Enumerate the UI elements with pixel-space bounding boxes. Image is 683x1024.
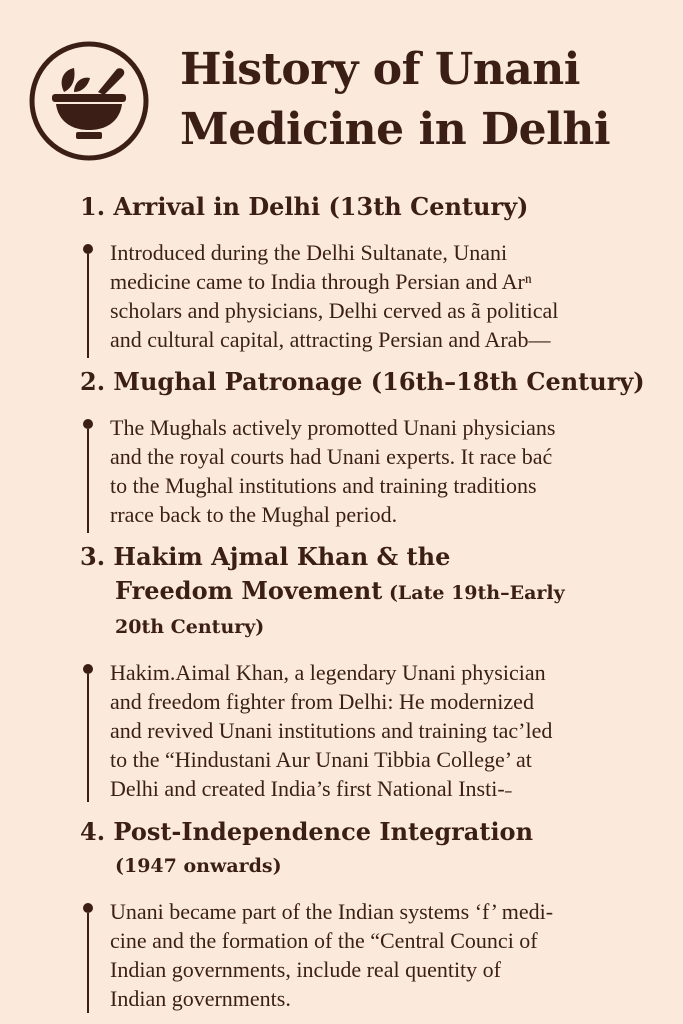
- section-heading: [80, 815, 670, 883]
- text-line: cine and the formation of the “Central Counci of: [110, 928, 538, 953]
- heading-sub: 20th Century): [115, 616, 265, 638]
- timeline-dot: [83, 903, 93, 913]
- text-line: scholars and physicians, Delhi cerved as ã political: [110, 298, 559, 323]
- section-mughal: [80, 365, 670, 529]
- section-post-independence: [80, 815, 670, 1013]
- heading-sub: (Late 19th–Early: [382, 582, 565, 604]
- section-arrival: [80, 190, 670, 354]
- text-line: The Mughals actively promotted Unani physicians: [110, 415, 556, 440]
- text-line: Unani became part of the Indian systems ‘f’ medi-: [110, 899, 554, 924]
- section-text: [110, 413, 670, 529]
- heading-sub: (1947 onwards): [115, 855, 282, 877]
- section-text: [110, 897, 670, 1013]
- heading-line: 4. Post-Independence Integration: [80, 817, 534, 846]
- timeline-marker: [82, 664, 94, 802]
- section-text: [110, 238, 670, 354]
- page-title: [180, 40, 670, 160]
- text-line: and the royal courts had Unani experts. It race bać: [110, 444, 553, 469]
- section-heading: 1. Arrival in Delhi (13th Century): [80, 192, 529, 221]
- timeline-marker: [82, 903, 94, 1013]
- section-ajmal-khan: [80, 540, 670, 803]
- heading-line: [80, 574, 670, 610]
- title-line-2: Medicine in Delhi: [180, 104, 611, 155]
- timeline-line: [87, 429, 89, 533]
- mortar-pestle-icon: [28, 40, 150, 162]
- timeline-line: [87, 254, 89, 358]
- timeline-dot: [83, 419, 93, 429]
- text-line: Hakim.Aimal Khan, a legendary Unani physician: [110, 660, 546, 685]
- heading-main: Freedom Movement: [115, 576, 383, 605]
- section-text: [110, 658, 670, 803]
- heading-line: 3. Hakim Ajmal Khan & the: [80, 542, 451, 571]
- timeline-dot: [83, 244, 93, 254]
- text-line: Indian governments.: [110, 986, 291, 1011]
- text-line: and revived Unani institutions and training tac’led: [110, 718, 553, 743]
- text-line: to the Mughal institutions and training traditions: [110, 473, 537, 498]
- section-heading: [80, 540, 670, 644]
- timeline-dot: [83, 664, 93, 674]
- text-line: rrace back to the Mughal period.: [110, 502, 398, 527]
- text-line: Delhi and created India’s first National Insti-˗: [110, 776, 512, 801]
- text-line: Indian governments, include real quentity of: [110, 957, 501, 982]
- timeline-line: [87, 913, 89, 1013]
- timeline-line: [87, 674, 89, 802]
- text-line: and freedom fighter from Delhi: He modernized: [110, 689, 534, 714]
- text-line: and cultural capital, attracting Persian and Arab—: [110, 327, 551, 352]
- text-line: medicine came to India through Persian and Arⁿ: [110, 269, 532, 294]
- text-line: Introduced during the Delhi Sultanate, Unani: [110, 240, 508, 265]
- text-line: to the “Hindustani Aur Unani Tibbia College’ at: [110, 747, 532, 772]
- timeline-marker: [82, 419, 94, 533]
- section-heading: 2. Mughal Patronage (16th–18th Century): [80, 367, 645, 396]
- title-line-1: History of Unani: [180, 44, 580, 95]
- timeline-marker: [82, 244, 94, 358]
